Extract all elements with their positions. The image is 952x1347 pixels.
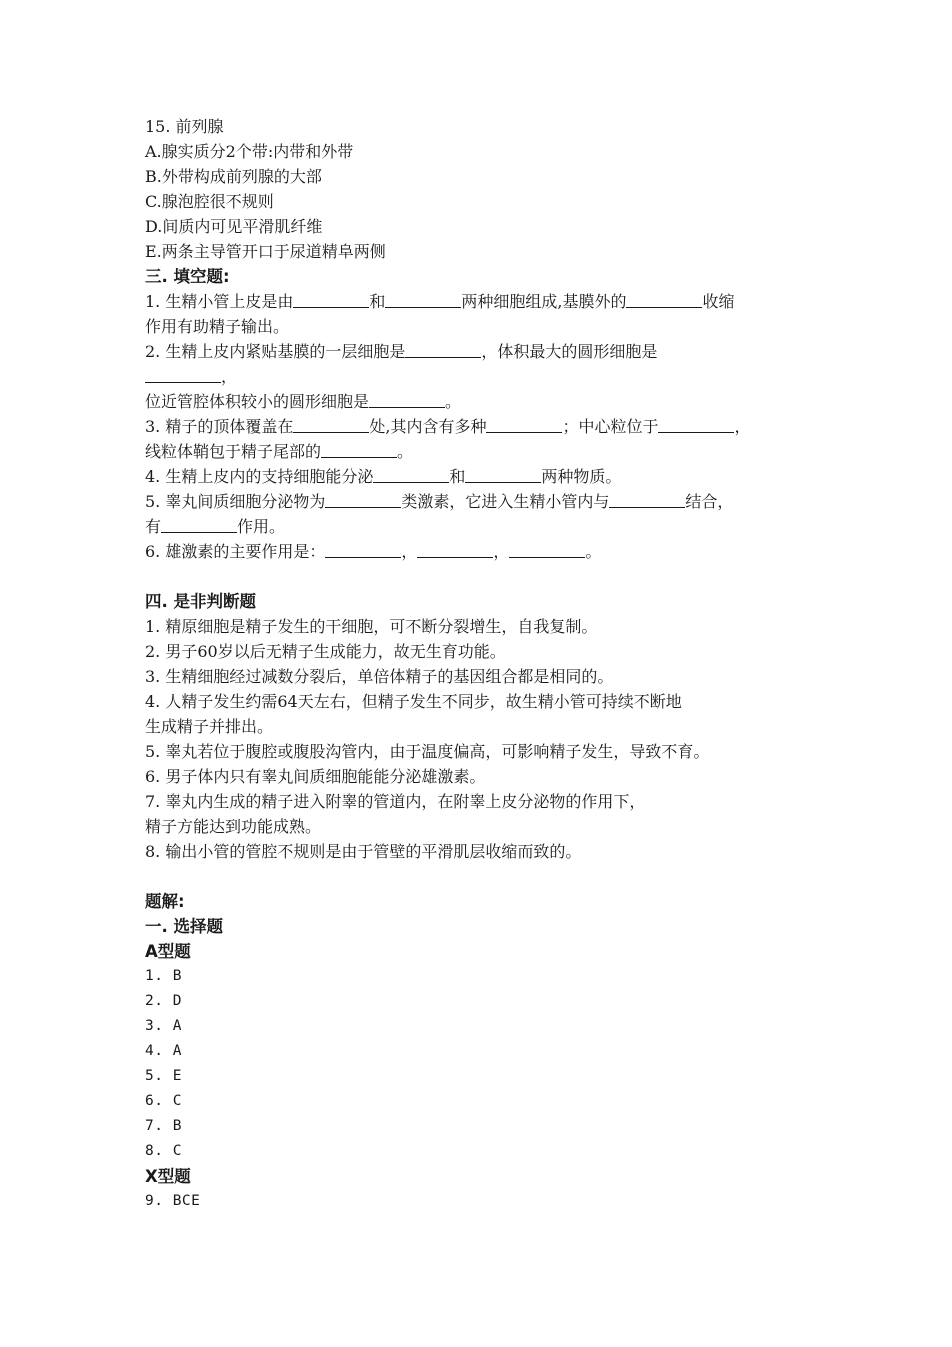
answer-item: 5. E <box>145 1068 182 1084</box>
answer-blank <box>658 416 734 433</box>
tf-line: 2. 男子60岁以后无精子生成能力，故无生育功能。 <box>145 642 506 661</box>
answer-item: 2. D <box>145 993 182 1009</box>
option-a: A.腺实质分2个带:内带和外带 <box>145 142 354 161</box>
option-e: E.两条主导管开口于尿道精阜两侧 <box>145 242 386 261</box>
answer-blank <box>293 291 369 308</box>
answer-item: 3. A <box>145 1018 182 1034</box>
answer-item: 9. BCE <box>145 1193 201 1209</box>
fill-question-3: 3. 精子的顶体覆盖在 处,其内含有多种 ；中心粒位于 ， <box>145 417 751 436</box>
option-b: B.外带构成前列腺的大部 <box>145 167 322 186</box>
answers-section: 一. 选择题 <box>145 917 224 936</box>
answer-blank <box>509 541 585 558</box>
answer-blank <box>293 416 369 433</box>
answer-blank <box>405 341 481 358</box>
answer-blank <box>609 491 685 508</box>
a-type-heading: A型题 <box>145 942 191 961</box>
answer-blank <box>465 466 541 483</box>
fill-question-2: 2. 生精上皮内紧贴基膜的一层细胞是 ，体积最大的圆形细胞是 <box>145 342 658 361</box>
x-type-heading: X型题 <box>145 1167 191 1186</box>
fill-question-4: 4. 生精上皮内的支持细胞能分泌 和 两种物质。 <box>145 467 622 486</box>
option-d: D.间质内可见平滑肌纤维 <box>145 217 323 236</box>
answer-blank <box>385 291 461 308</box>
answer-item: 7. B <box>145 1118 182 1134</box>
tf-line: 7. 睾丸内生成的精子进入附睾的管道内，在附睾上皮分泌物的作用下， <box>145 792 646 811</box>
spacer <box>145 564 845 589</box>
answer-item: 6. C <box>145 1093 182 1109</box>
answer-blank <box>417 541 493 558</box>
option-c: C.腺泡腔很不规则 <box>145 192 274 211</box>
fill-question-1-cont: 作用有助精子输出。 <box>145 317 290 336</box>
answer-item: 8. C <box>145 1143 182 1159</box>
tf-line: 5. 睾丸若位于腹腔或腹股沟管内，由于温度偏高，可影响精子发生，导致不育。 <box>145 742 710 761</box>
question-15-title: 15. 前列腺 <box>145 117 224 136</box>
answer-blank <box>486 416 562 433</box>
answer-item: 1. B <box>145 968 182 984</box>
true-false-heading: 四. 是非判断题 <box>145 592 257 611</box>
answer-blank <box>369 391 445 408</box>
fill-question-6: 6. 雄激素的主要作用是： ， ， 。 <box>145 542 602 561</box>
answer-blank <box>145 366 221 383</box>
fill-question-3-cont: 线粒体鞘包于精子尾部的 。 <box>145 442 414 461</box>
answer-blank <box>626 291 702 308</box>
answer-item: 4. A <box>145 1043 182 1059</box>
tf-line: 1. 精原细胞是精子发生的干细胞，可不断分裂增生，自我复制。 <box>145 617 598 636</box>
answer-blank <box>325 491 401 508</box>
tf-line: 生成精子并排出。 <box>145 717 274 736</box>
tf-line: 4. 人精子发生约需64天左右，但精子发生不同步，故生精小管可持续不断地 <box>145 692 682 711</box>
fill-question-5-cont: 有 作用。 <box>145 517 286 536</box>
spacer <box>145 864 845 889</box>
tf-line: 3. 生精细胞经过减数分裂后，单倍体精子的基因组合都是相同的。 <box>145 667 614 686</box>
fill-question-1: 1. 生精小管上皮是由 和 两种细胞组成,基膜外的 收缩 <box>145 292 735 311</box>
answer-blank <box>373 466 449 483</box>
answers-heading: 题解: <box>145 892 185 911</box>
answer-blank <box>161 516 237 533</box>
tf-line: 8. 输出小管的管腔不规则是由于管壁的平滑肌层收缩而致的。 <box>145 842 582 861</box>
tf-line: 6. 男子体内只有睾丸间质细胞能能分泌雄激素。 <box>145 767 486 786</box>
fill-question-2-cont: ， <box>145 364 845 389</box>
tf-line: 精子方能达到功能成熟。 <box>145 817 322 836</box>
fill-question-2-cont2: 位近管腔体积较小的圆形细胞是 。 <box>145 392 462 411</box>
fill-question-5: 5. 睾丸间质细胞分泌物为 类激素，它进入生精小管内与 结合， <box>145 492 734 511</box>
fill-in-heading: 三. 填空题: <box>145 267 230 286</box>
answer-blank <box>321 441 397 458</box>
answer-blank <box>325 541 401 558</box>
document-page <box>145 114 845 1214</box>
